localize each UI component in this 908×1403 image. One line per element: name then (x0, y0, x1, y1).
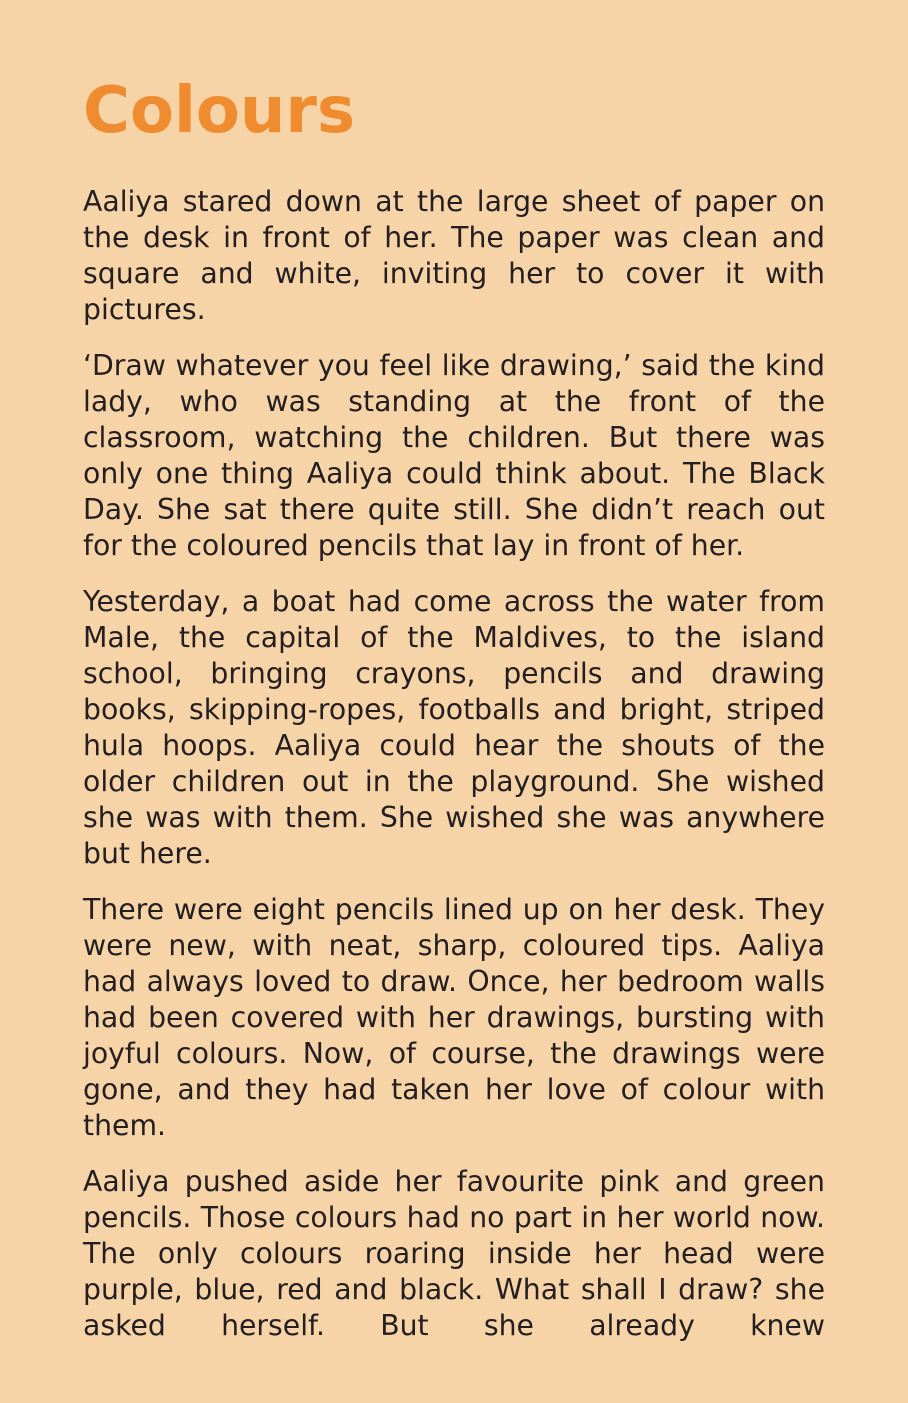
story-paragraph-5: Aaliya pushed aside her favourite pink and green pencils. Those colours had no part in her world now. The only colours roaring inside her head were purple, blue, red and black. What shall I draw? she asked herself. But she already knew (83, 1165, 825, 1342)
story-page (83, 74, 825, 1364)
story-paragraph-3: Yesterday, a boat had come across the water from Male, the capital of the Maldives, to the island school, bringing crayons, pencils and drawing books, skipping-ropes, footballs and bright, striped hula hoops. Aaliya could hear the shouts of the older children out in the playground. She wished she was with them. She wished she was anywhere but here. (83, 585, 825, 870)
story-title: Colours (83, 74, 356, 148)
story-paragraph-4: There were eight pencils lined up on her desk. They were new, with neat, sharp, coloured tips. Aaliya had always loved to draw. Once, her bedroom walls had been covered with her drawings, bursting with joyful colours. Now, of course, the drawings were gone, and they had taken her love of colour with them. (83, 893, 825, 1142)
story-paragraph-1: Aaliya stared down at the large sheet of paper on the desk in front of her. The paper was clean and square and white, inviting her to cover it with pictures. (83, 185, 825, 326)
story-paragraph-2: ‘Draw whatever you feel like drawing,’ said the kind lady, who was standing at the front of the classroom, watching the children. But there was only one thing Aaliya could think about. The Black Day. She sat there quite still. She didn’t reach out for the coloured pencils that lay in front of her. (83, 349, 825, 562)
